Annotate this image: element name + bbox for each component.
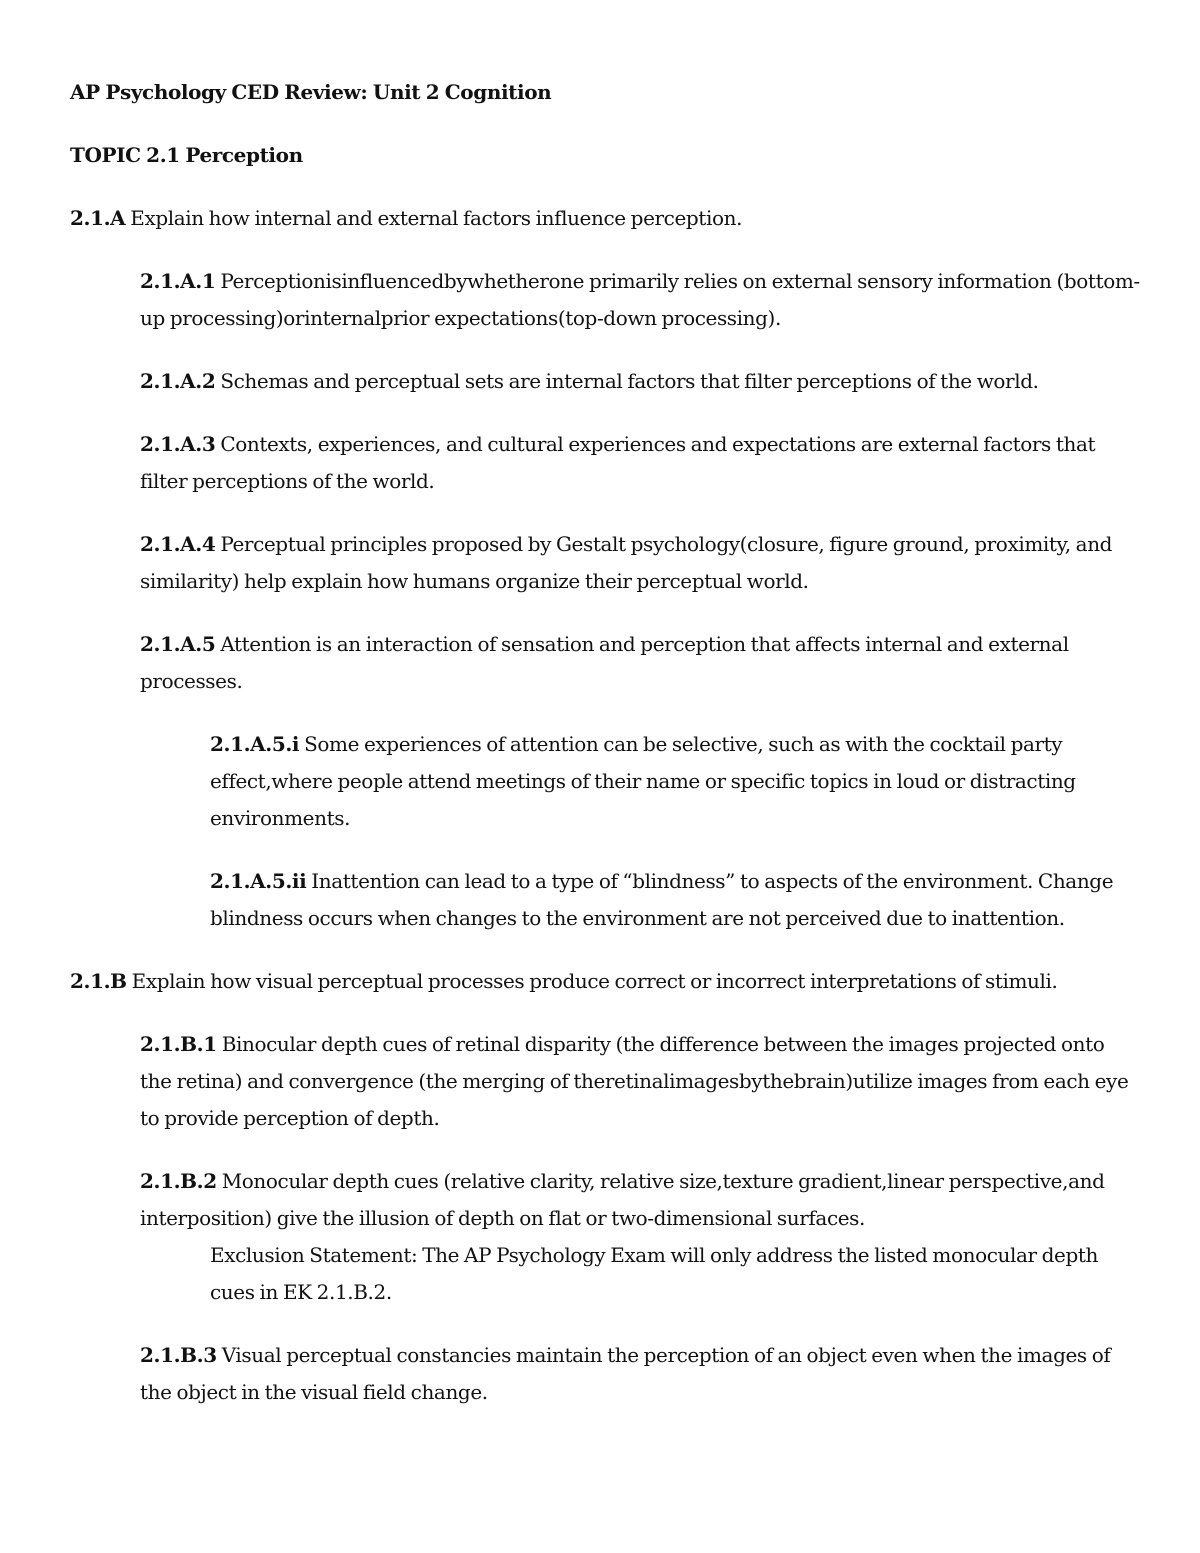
objective-code: 2.1.A bbox=[70, 206, 126, 230]
essential-knowledge-2-1-a-5 bbox=[140, 626, 1140, 700]
ek-text: Attention is an interaction of sensation and perception that affects internal and external processes. bbox=[140, 632, 1069, 693]
ek-text: Perceptionisinfluencedbywhetherone primarily relies on external sensory information (bottom-up processing)orinternalprior expectations(top-down processing). bbox=[140, 269, 1140, 330]
ek-text: Binocular depth cues of retinal disparity (the difference between the images projected onto the retina) and convergence (the merging of theretinalimagesbythebrain)utilize images from each eye to provide perception of depth. bbox=[140, 1032, 1129, 1130]
essential-knowledge-2-1-a-2 bbox=[140, 363, 1140, 400]
topic-heading: TOPIC 2.1 Perception bbox=[70, 143, 303, 167]
learning-objective-2-1-b bbox=[70, 963, 1130, 1000]
ek-code: 2.1.A.5.i bbox=[210, 732, 300, 756]
learning-objective-2-1-a bbox=[70, 200, 1130, 237]
ek-text: Monocular depth cues (relative clarity, relative size,texture gradient,linear perspective,and interposition) give the illusion of depth on flat or two-dimensional surfaces. bbox=[140, 1169, 1105, 1230]
objective-code: 2.1.B bbox=[70, 969, 127, 993]
essential-knowledge-2-1-a-5-ii bbox=[210, 863, 1130, 937]
ek-code: 2.1.B.2 bbox=[140, 1169, 217, 1193]
ek-code: 2.1.A.1 bbox=[140, 269, 216, 293]
ek-text: Inattention can lead to a type of “blindness” to aspects of the environment. Change blindness occurs when changes to the environment are not perceived due to inattention. bbox=[210, 869, 1114, 930]
ek-code: 2.1.A.2 bbox=[140, 369, 216, 393]
objective-text: Explain how internal and external factors influence perception. bbox=[125, 206, 743, 230]
ek-text: Perceptual principles proposed by Gestalt psychology(closure, figure ground, proximity, and similarity) help explain how humans organize their perceptual world. bbox=[140, 532, 1113, 593]
ek-code: 2.1.B.3 bbox=[140, 1343, 217, 1367]
essential-knowledge-2-1-b-1 bbox=[140, 1026, 1140, 1137]
document-title: AP Psychology CED Review: Unit 2 Cognition bbox=[70, 80, 552, 104]
objective-text: Explain how visual perceptual processes produce correct or incorrect interpretations of stimuli. bbox=[126, 969, 1058, 993]
ek-code: 2.1.A.4 bbox=[140, 532, 216, 556]
essential-knowledge-2-1-a-1 bbox=[140, 263, 1140, 337]
ek-text: Schemas and perceptual sets are internal factors that filter perceptions of the world. bbox=[215, 369, 1039, 393]
ek-code: 2.1.A.3 bbox=[140, 432, 216, 456]
ek-code: 2.1.B.1 bbox=[140, 1032, 217, 1056]
essential-knowledge-2-1-a-5-i bbox=[210, 726, 1130, 837]
ek-text: Some experiences of attention can be selective, such as with the cocktail party effect,where people attend meetings of their name or specific topics in loud or distracting environments. bbox=[210, 732, 1076, 830]
essential-knowledge-2-1-b-3 bbox=[140, 1337, 1140, 1411]
exclusion-statement: Exclusion Statement: The AP Psychology Exam will only address the listed monocular depth cues in EK 2.1.B.2. bbox=[210, 1243, 1099, 1304]
ek-text: Contexts, experiences, and cultural experiences and expectations are external factors that filter perceptions of the world. bbox=[140, 432, 1096, 493]
ek-code: 2.1.A.5 bbox=[140, 632, 216, 656]
essential-knowledge-2-1-b-2 bbox=[140, 1163, 1140, 1237]
ek-text: Visual perceptual constancies maintain the perception of an object even when the images of the object in the visual field change. bbox=[140, 1343, 1111, 1404]
essential-knowledge-2-1-a-3 bbox=[140, 426, 1140, 500]
ek-code: 2.1.A.5.ii bbox=[210, 869, 307, 893]
essential-knowledge-2-1-a-4 bbox=[140, 526, 1140, 600]
